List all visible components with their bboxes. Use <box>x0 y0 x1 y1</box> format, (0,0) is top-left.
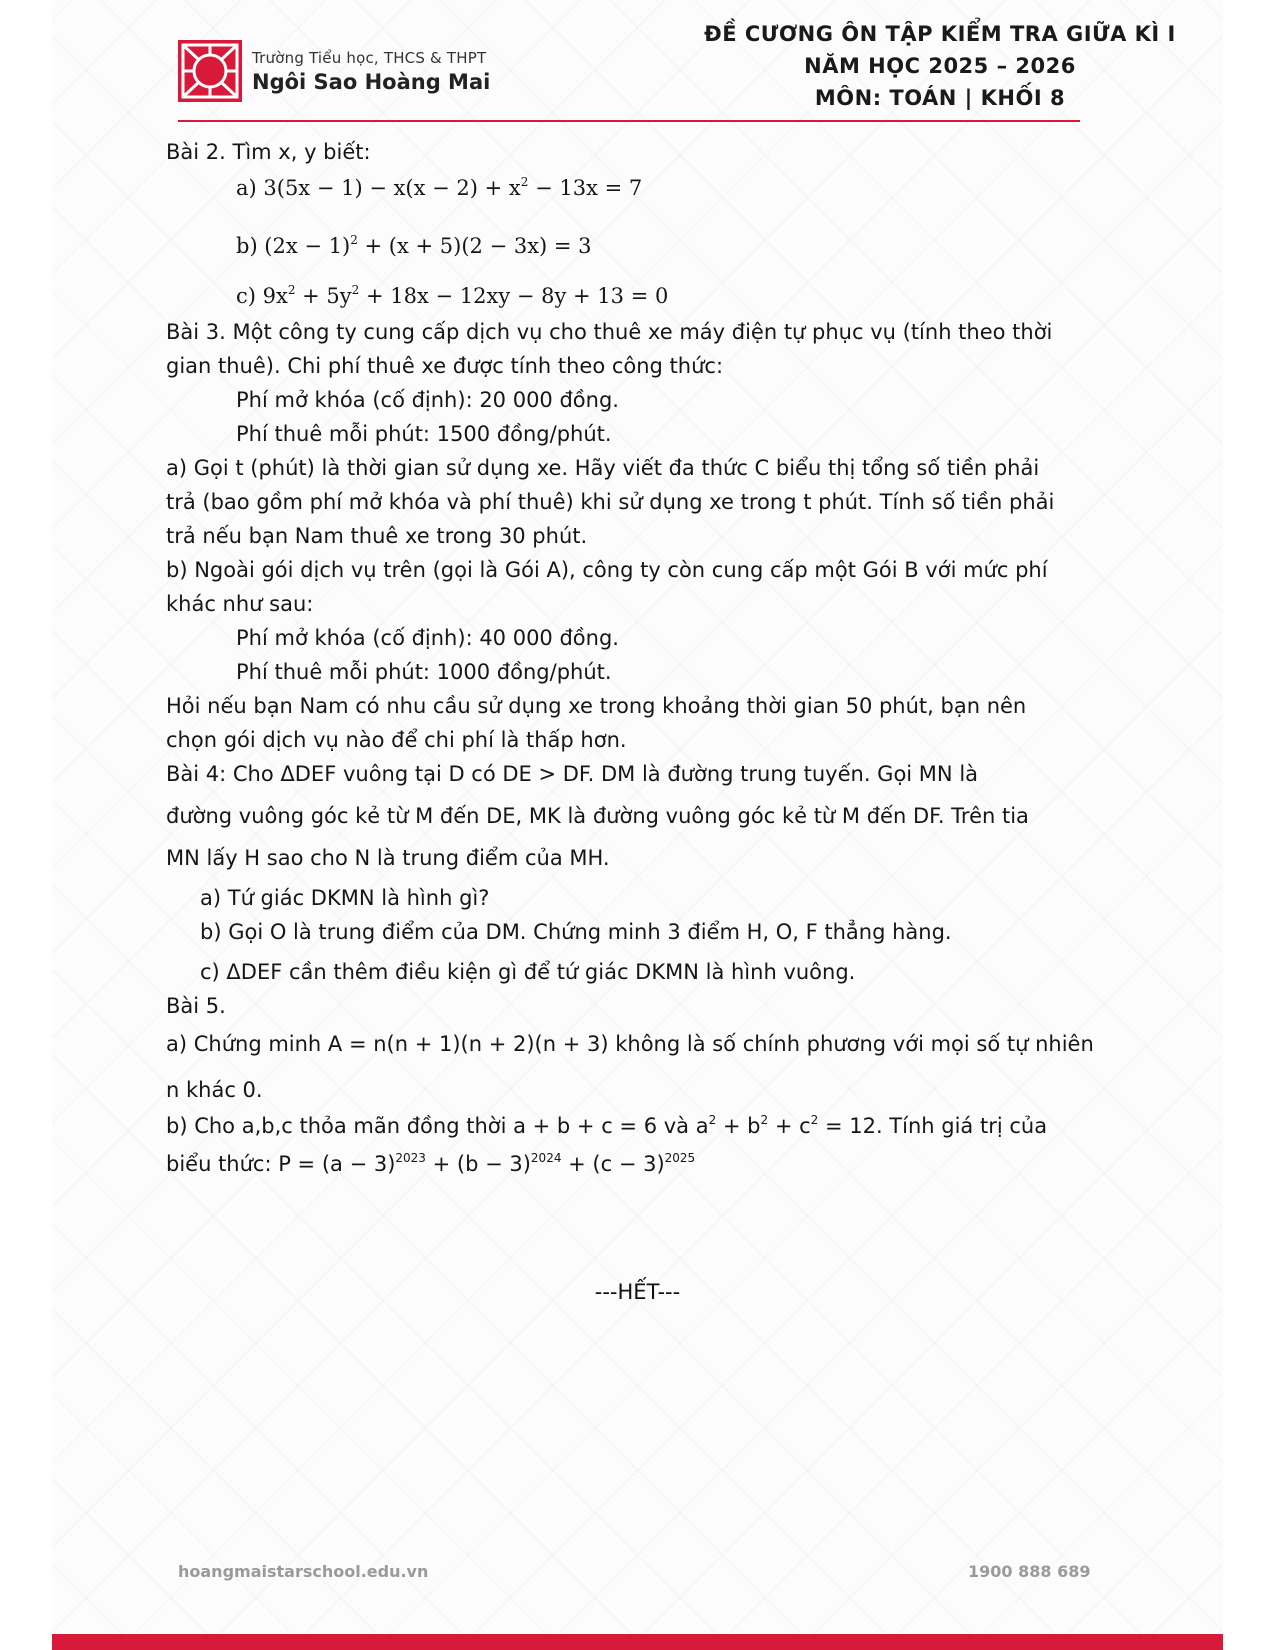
bai5-a-line2: n khác 0. <box>166 1078 263 1102</box>
school-logo <box>178 40 490 102</box>
title-line2: NĂM HỌC 2025 – 2026 <box>804 54 1076 78</box>
bai3-line8: b) Ngoài gói dịch vụ trên (gọi là Gói A), công ty còn cung cấp một Gói B với mức phí <box>166 558 1048 582</box>
bai4-a: a) Tứ giác DKMN là hình gì? <box>200 886 490 910</box>
header-divider <box>178 120 1080 122</box>
logo-emblem-icon <box>178 40 242 102</box>
bai3-line2: gian thuê). Chi phí thuê xe được tính theo công thức: <box>166 354 724 378</box>
bai3-line13: chọn gói dịch vụ nào để chi phí là thấp hơn. <box>166 728 627 752</box>
bai4-line3: MN lấy H sao cho N là trung điểm của MH. <box>166 846 610 870</box>
bai3-line11: Phí thuê mỗi phút: 1000 đồng/phút. <box>236 660 612 684</box>
bai2-c: c) $9x^2 + 5y^2 + 18x - 12xy - 8y + 13 = 0$ <box>236 283 669 308</box>
bai5-b-line2: biểu thức: $P = (a - 3)^{2023} + (b - 3)^{2024} + (c - 3)^{2025}$ <box>166 1151 696 1176</box>
bai3-line12: Hỏi nếu bạn Nam có nhu cầu sử dụng xe trong khoảng thời gian 50 phút, bạn nên <box>166 694 1027 718</box>
bai3-line5: a) Gọi t (phút) là thời gian sử dụng xe. Hãy viết đa thức C biểu thị tổng số tiền phải <box>166 456 1040 480</box>
bai5-b-line1: b) Cho a,b,c thỏa mãn đồng thời a + b + c = 6 và $a^2 + b^2 + c^2 = 12$. Tính giá trị của <box>166 1113 1048 1138</box>
bai3-line4: Phí thuê mỗi phút: 1500 đồng/phút. <box>236 422 612 446</box>
school-name-line2: Ngôi Sao Hoàng Mai <box>252 69 491 94</box>
bai3-line6: trả (bao gồm phí mở khóa và phí thuê) khi sử dụng xe trong t phút. Tính số tiền phải <box>166 490 1055 514</box>
bai4-b: b) Gọi O là trung điểm của DM. Chứng minh 3 điểm H, O, F thẳng hàng. <box>200 920 952 944</box>
school-name-line1: Trường Tiểu học, THCS & THPT <box>252 48 487 67</box>
end-marker: ---HẾT--- <box>594 1280 681 1304</box>
bai4-c: c) ΔDEF cần thêm điều kiện gì để tứ giác DKMN là hình vuông. <box>200 960 856 984</box>
bai3-line10: Phí mở khóa (cố định): 40 000 đồng. <box>236 626 619 650</box>
bai2-title: Bài 2. Tìm x, y biết: <box>166 140 371 164</box>
footer-phone: 1900 888 689 <box>968 1562 1091 1581</box>
footer-bar <box>52 1634 1223 1650</box>
bai4-line2: đường vuông góc kẻ từ M đến DE, MK là đường vuông góc kẻ từ M đến DF. Trên tia <box>166 804 1029 828</box>
footer-website: hoangmaistarschool.edu.vn <box>178 1562 429 1581</box>
bai5-a-line1: a) Chứng minh A = n(n + 1)(n + 2)(n + 3) không là số chính phương với mọi số tự nhiên <box>166 1032 1094 1056</box>
bai4-line1: Bài 4: Cho ΔDEF vuông tại D có DE > DF. DM là đường trung tuyến. Gọi MN là <box>166 762 979 786</box>
title-line3: MÔN: TOÁN | KHỐI 8 <box>814 86 1066 110</box>
bai3-line1: Bài 3. Một công ty cung cấp dịch vụ cho thuê xe máy điện tự phục vụ (tính theo thời <box>166 320 1053 344</box>
title-line1: ĐỀ CƯƠNG ÔN TẬP KIỂM TRA GIỮA KÌ I <box>704 22 1176 46</box>
bai3-line9: khác như sau: <box>166 592 314 616</box>
bai2-a: a) $3(5x - 1) - x(x - 2) + x^2 - 13x = 7$ <box>236 175 643 200</box>
bai3-line7: trả nếu bạn Nam thuê xe trong 30 phút. <box>166 524 588 548</box>
bai2-b: b) $(2x - 1)^2 + (x + 5)(2 - 3x) = 3$ <box>236 233 592 258</box>
bai5-title: Bài 5. <box>166 994 226 1018</box>
document-title <box>680 18 1200 114</box>
bai3-line3: Phí mở khóa (cố định): 20 000 đồng. <box>236 388 619 412</box>
